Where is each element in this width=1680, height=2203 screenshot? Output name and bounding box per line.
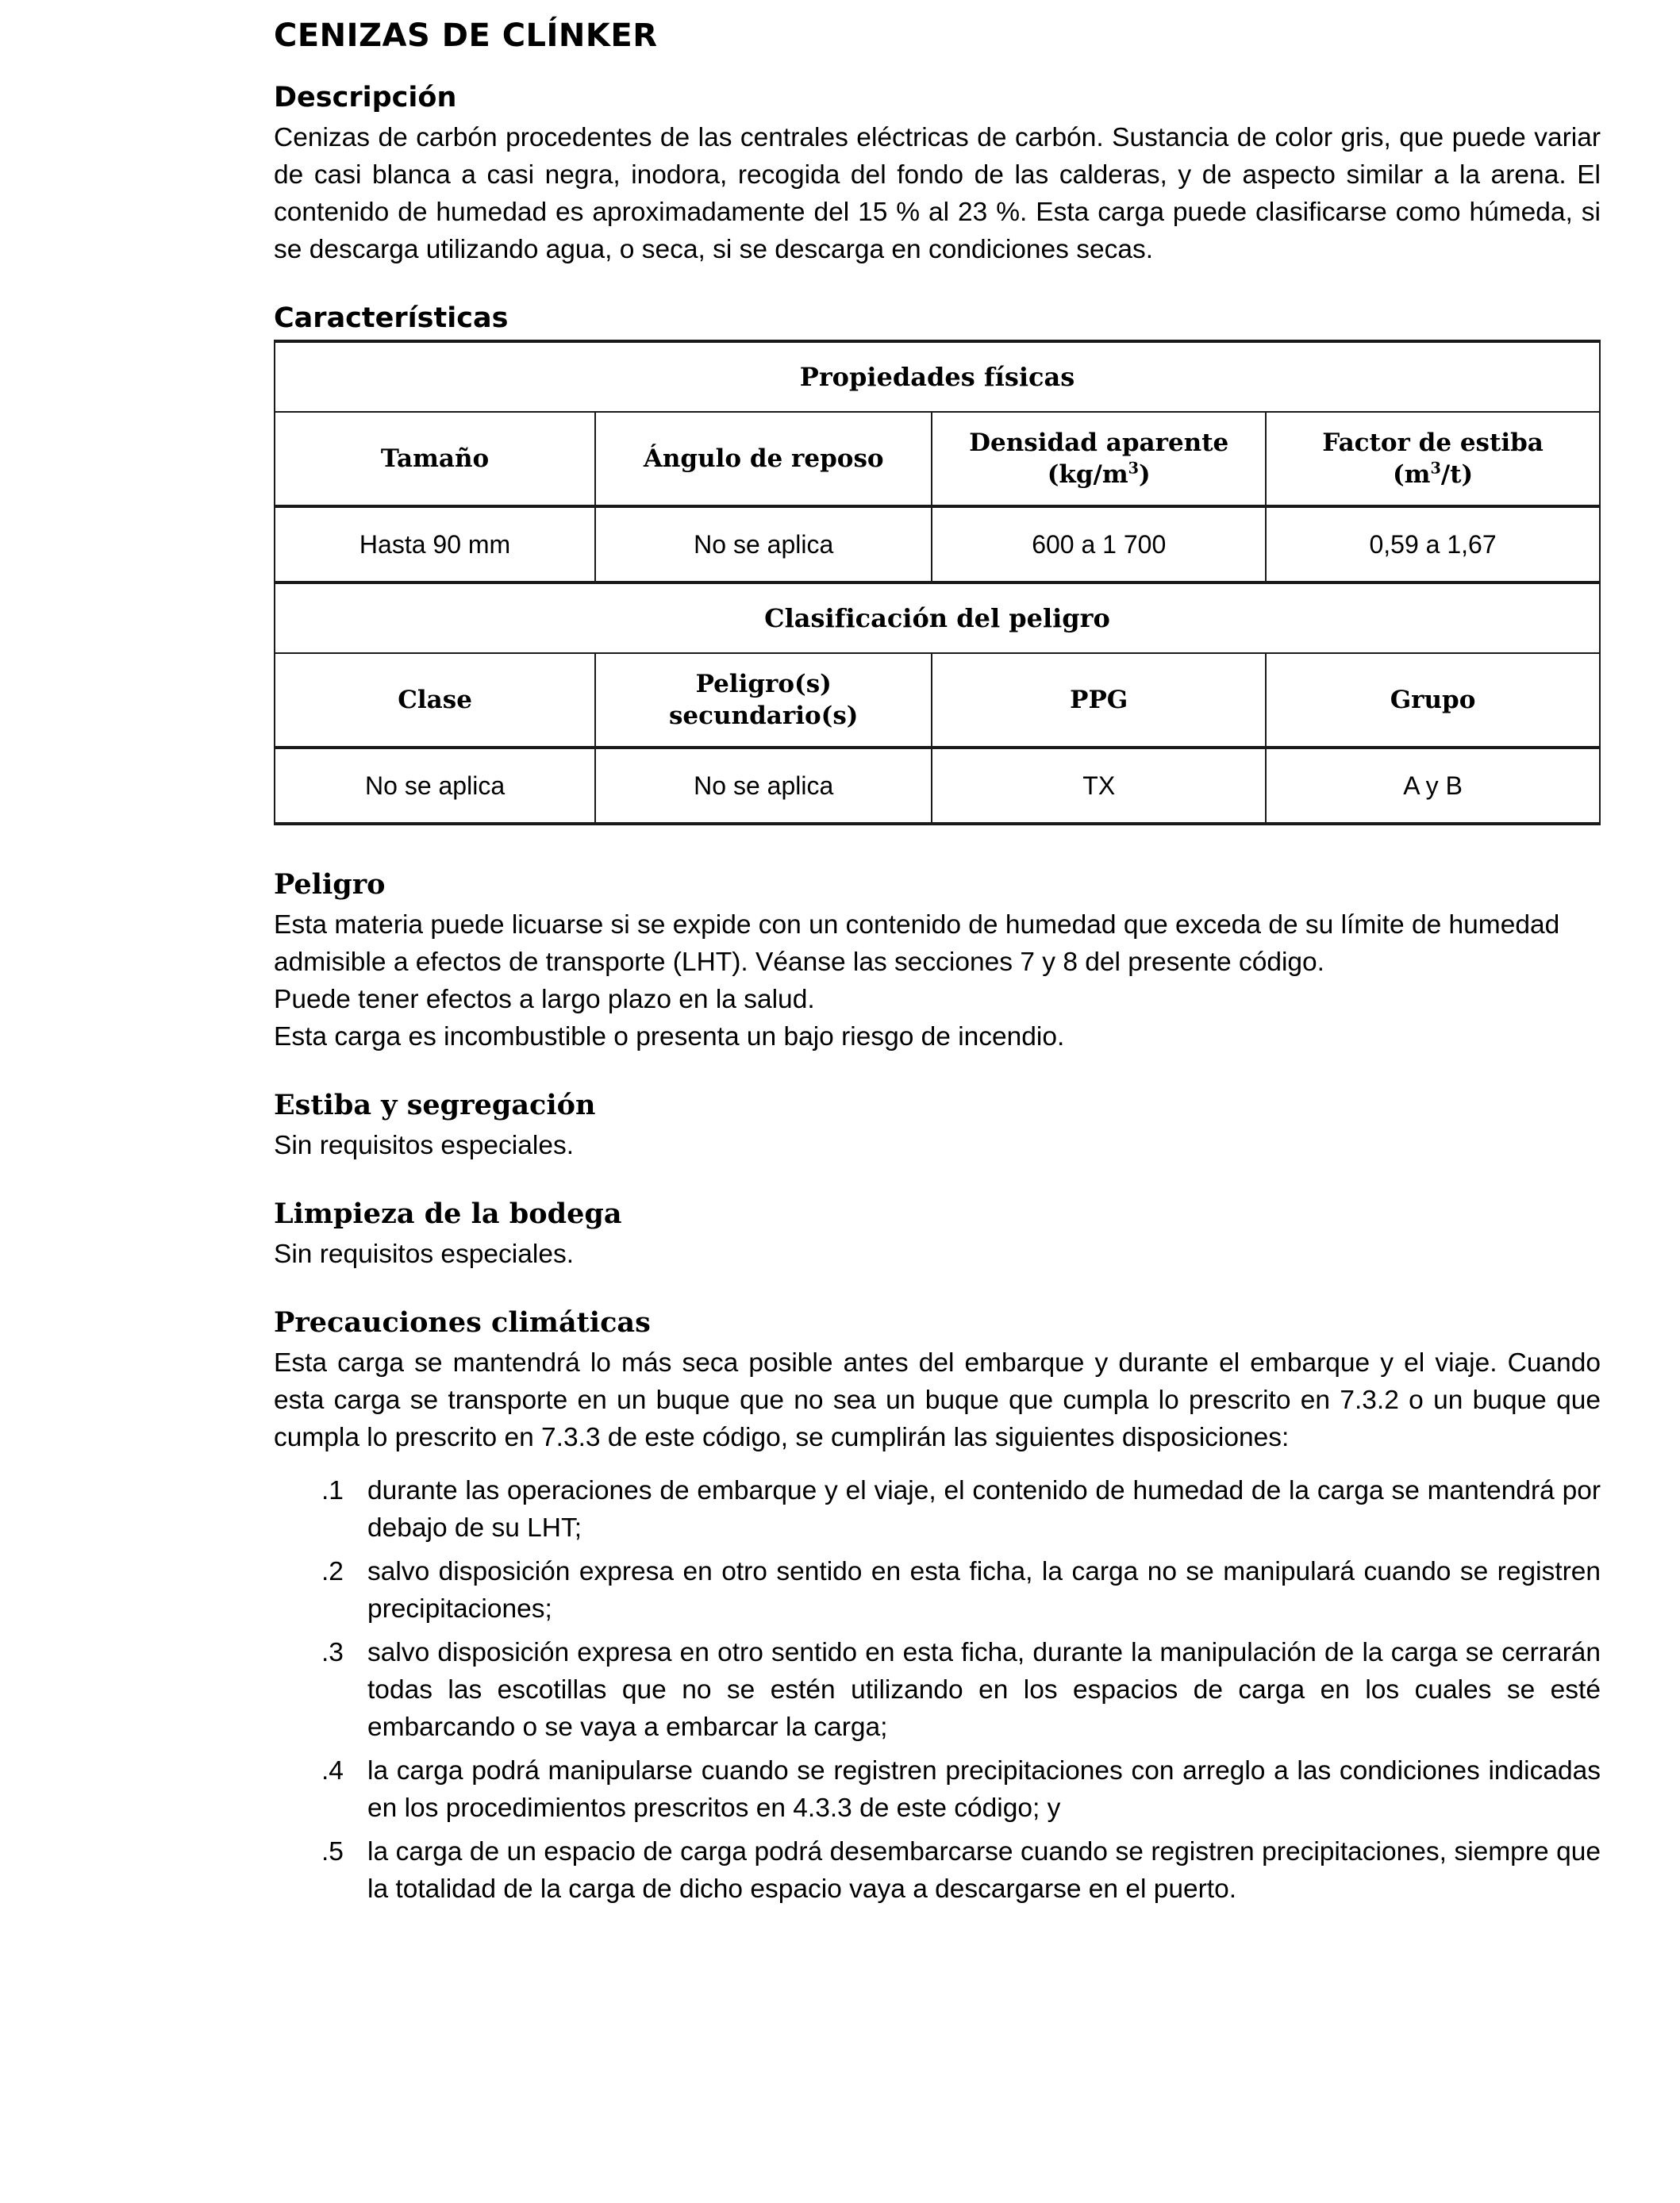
precauciones-list (274, 1472, 1601, 1908)
spacer (274, 1456, 1601, 1472)
table-row-physical-values (275, 506, 1600, 582)
paragraph-peligro-2: Puede tener efectos a largo plazo en la salud. (274, 985, 815, 1014)
characteristics-table (274, 340, 1601, 825)
header-peligros-line2: secundario(s) (668, 702, 859, 730)
list-item-marker: .1 (321, 1476, 344, 1505)
list-item-marker: .4 (321, 1756, 344, 1786)
value-factor-estiba: 0,59 a 1,67 (1266, 506, 1600, 582)
spacer (274, 268, 1601, 302)
list-item-marker: .3 (321, 1638, 344, 1667)
value-densidad-aparente: 600 a 1 700 (932, 506, 1266, 582)
heading-precauciones-climaticas: Precauciones climáticas (274, 1306, 651, 1339)
table-row-hazard-banner (275, 582, 1600, 653)
page-content (274, 17, 1601, 1908)
table-row-hazard-headers (275, 653, 1600, 748)
header-estiba-unit-exponent: 3 (1430, 459, 1441, 478)
list-item-text: la carga podrá manipularse cuando se registren precipitaciones con arreglo a las condiciones indicadas en los procedimientos prescritos en 4.3.3 de este código; y (367, 1756, 1601, 1823)
value-grupo: A y B (1266, 748, 1600, 824)
header-estiba-unit-post: /t) (1440, 460, 1474, 489)
header-estiba-line1: Factor de estiba (1322, 429, 1544, 457)
list-item (274, 1553, 1601, 1628)
table-row-hazard-values (275, 748, 1600, 824)
page-title: CENIZAS DE CLÍNKER (274, 17, 658, 54)
header-peligros-line1: Peligro(s) (695, 670, 832, 698)
header-angulo-reposo: Ángulo de reposo (595, 412, 932, 506)
header-tamano: Tamaño (275, 412, 595, 506)
value-tamano: Hasta 90 mm (275, 506, 595, 582)
paragraph-descripcion: Cenizas de carbón procedentes de las centrales eléctricas de carbón. Sustancia de color gris, que puede variar de casi blanca a casi negra, inodora, recogida del fondo de las calderas, y de aspecto similar a la arena. El contenido de humedad es aproximadamente del 15 % al 23 %. Esta carga puede clasificarse como húmeda, si se descarga utilizando agua, o seca, si se descarga en condiciones secas. (274, 123, 1601, 264)
list-item-marker: .5 (321, 1837, 344, 1867)
list-item-text: salvo disposición expresa en otro sentido en esta ficha, la carga no se manipulará cuando se registren precipitaciones; (367, 1557, 1601, 1624)
heading-descripcion: Descripción (274, 82, 457, 113)
paragraph-limpieza-bodega: Sin requisitos especiales. (274, 1240, 575, 1269)
list-item (274, 1634, 1601, 1746)
header-densidad-unit-pre: (kg/m (1047, 460, 1128, 489)
header-densidad-line1: Densidad aparente (969, 429, 1229, 457)
header-densidad-unit-exponent: 3 (1128, 459, 1140, 478)
banner-clasificacion-peligro: Clasificación del peligro (275, 582, 1600, 653)
table-row-physical-headers (275, 412, 1600, 506)
header-densidad-unit-post: ) (1139, 460, 1151, 489)
list-item-marker: .2 (321, 1557, 344, 1586)
value-peligros-secundarios: No se aplica (595, 748, 932, 824)
header-peligros-secundarios (595, 653, 932, 748)
heading-limpieza-bodega: Limpieza de la bodega (274, 1198, 622, 1230)
header-estiba-unit-pre: (m (1392, 460, 1431, 489)
spacer (274, 1164, 1601, 1198)
paragraph-peligro-3: Esta carga es incombustible o presenta un bajo riesgo de incendio. (274, 1022, 1065, 1052)
paragraph-precauciones-intro: Esta carga se mantendrá lo más seca posible antes del embarque y durante el embarque y el viaje. Cuando esta carga se transporte en un buque que no sea un buque que cumpla lo prescrito en 7.3.2 o un buque que cumpla lo prescrito en 7.3.3 de este código, se cumplirán las siguientes disposiciones: (274, 1348, 1601, 1452)
header-grupo: Grupo (1266, 653, 1600, 748)
banner-propiedades-fisicas: Propiedades físicas (275, 341, 1600, 412)
heading-peligro: Peligro (274, 868, 386, 901)
spacer (274, 1273, 1601, 1306)
list-item-text: la carga de un espacio de carga podrá desembarcarse cuando se registren precipitaciones, siempre que la totalidad de la carga de dicho espacio vaya a descargarse en el puerto. (367, 1837, 1601, 1904)
value-clase: No se aplica (275, 748, 595, 824)
heading-estiba-segregacion: Estiba y segregación (274, 1089, 596, 1121)
list-item (274, 1752, 1601, 1827)
paragraph-peligro-1: Esta materia puede licuarse si se expide con un contenido de humedad que exceda de su límite de humedad admisible a efectos de transporte (LHT). Véanse las secciones 7 y 8 del presente código. (274, 910, 1560, 977)
spacer (274, 1055, 1601, 1089)
header-clase: Clase (275, 653, 595, 748)
heading-caracteristicas: Características (274, 302, 509, 334)
list-item-text: durante las operaciones de embarque y el viaje, el contenido de humedad de la carga se mantendrá por debajo de su LHT; (367, 1476, 1601, 1543)
header-ppg: PPG (932, 653, 1266, 748)
value-ppg: TX (932, 748, 1266, 824)
header-densidad-aparente (932, 412, 1266, 506)
value-angulo-reposo: No se aplica (595, 506, 932, 582)
list-item (274, 1472, 1601, 1547)
spacer (274, 825, 1601, 868)
table-row-physical-banner (275, 341, 1600, 412)
list-item (274, 1833, 1601, 1908)
header-factor-estiba (1266, 412, 1600, 506)
list-item-text: salvo disposición expresa en otro sentido en esta ficha, durante la manipulación de la carga se cerrarán todas las escotillas que no se estén utilizando en los espacios de carga en los cuales se esté embarcando o se vaya a embarcar la carga; (367, 1638, 1601, 1742)
paragraph-estiba-segregacion: Sin requisitos especiales. (274, 1131, 575, 1160)
